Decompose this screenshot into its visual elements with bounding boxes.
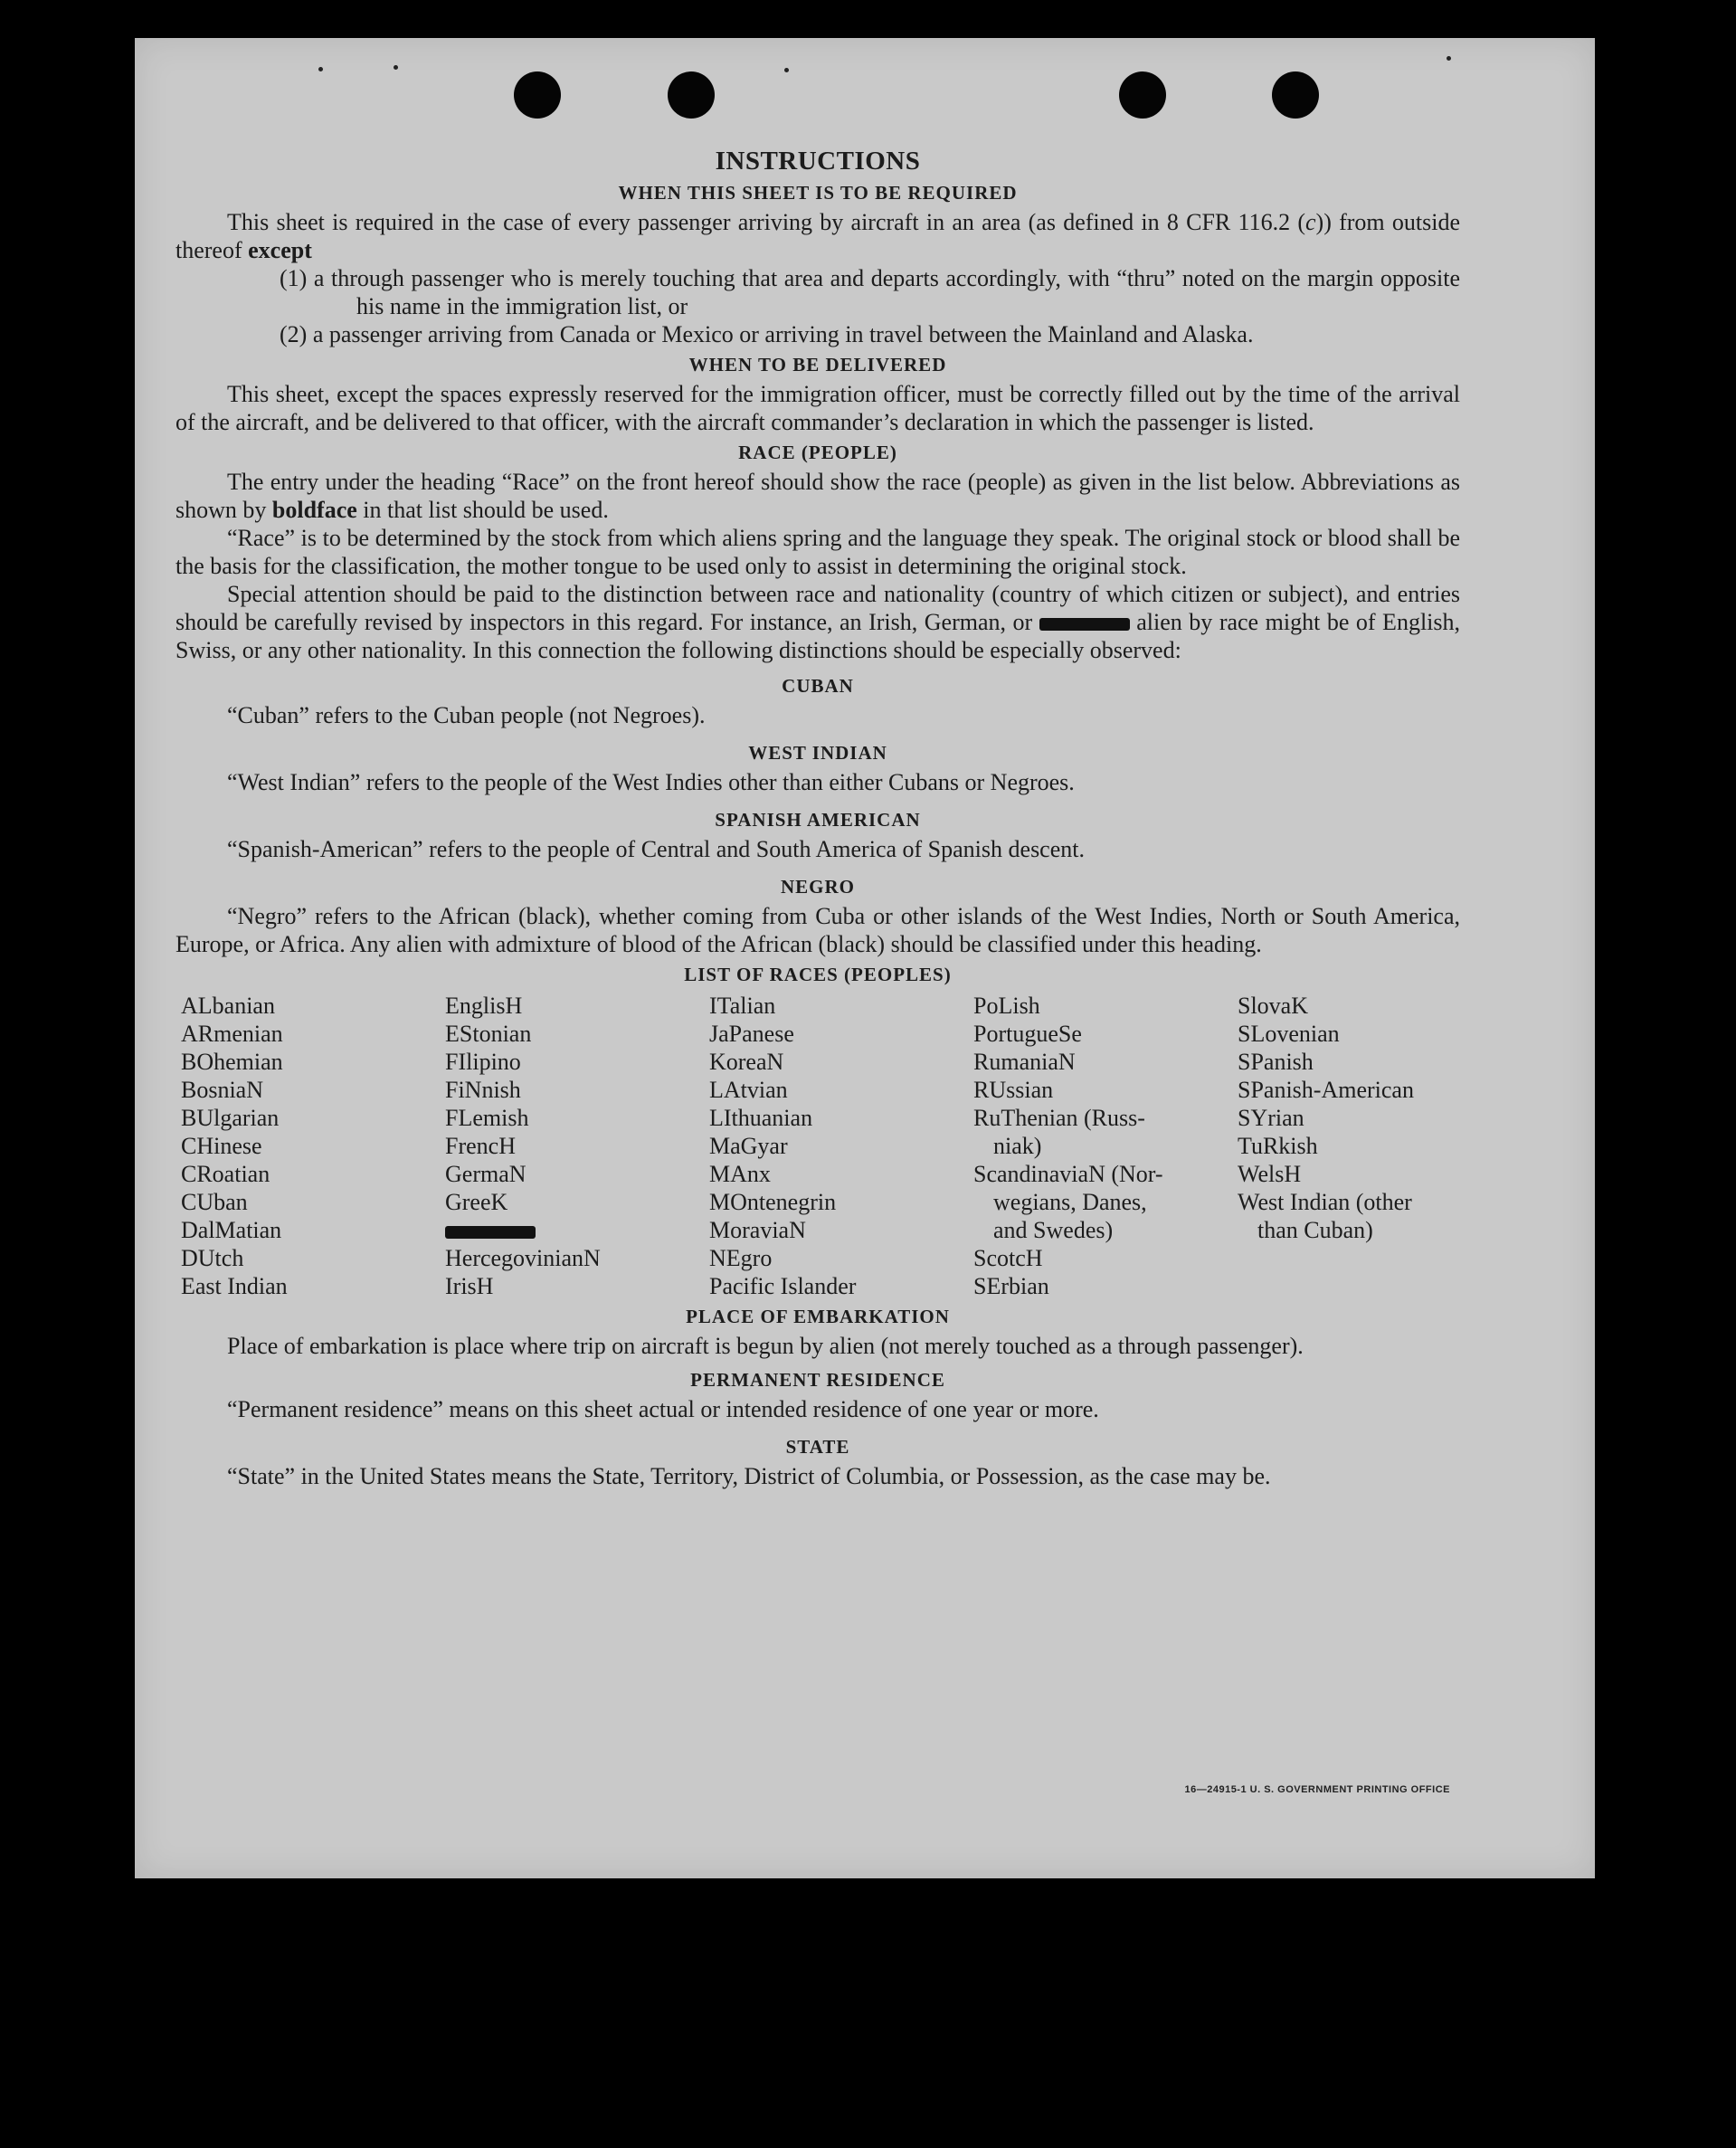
race-item: DalMatian: [181, 1217, 282, 1243]
race-item: SPanish-American: [1238, 1077, 1414, 1103]
race-item: CRoatian: [181, 1161, 270, 1187]
heading-embarkation: PLACE OF EMBARKATION: [686, 1306, 950, 1327]
race-item: RumaniaN: [973, 1049, 1076, 1075]
when-delivered-text: This sheet, except the spaces expressly reserved for the immigration officer, must be correctly filled out by the time of the arrival of the aircraft, and be delivered to that officer, with the aircraft commander’s declaration in which the passenger is listed.: [175, 381, 1460, 435]
heading-cuban: CUBAN: [782, 675, 854, 697]
race-column-3: [709, 992, 973, 1300]
race-item: SErbian: [973, 1273, 1049, 1299]
punch-hole: [514, 71, 561, 119]
race-item: SPanish: [1238, 1049, 1314, 1075]
race-item: ScandinaviaN (Nor-: [973, 1161, 1163, 1187]
race-item: CUban: [181, 1189, 248, 1215]
when-required-item-2: (2) a passenger arriving from Canada or Mexico or arriving in travel between the Mainland and Alaska.: [280, 321, 1254, 347]
race-item: West Indian (other: [1238, 1189, 1412, 1215]
race-item: MOntenegrin: [709, 1189, 837, 1215]
residence-text: “Permanent residence” means on this sheet actual or intended residence of one year or more.: [227, 1396, 1099, 1422]
negro-text: “Negro” refers to the African (black), whether coming from Cuba or other islands of the West Indies, North or South America, Europe, or Africa. Any alien with admixture of blood of the African (black) should be classified under this heading.: [175, 903, 1460, 957]
race-item: ALbanian: [181, 993, 275, 1019]
instructions-content: [175, 147, 1460, 1490]
race-item: IrisH: [445, 1273, 494, 1299]
speck: [1447, 56, 1451, 61]
punch-hole: [1119, 71, 1166, 119]
when-required-intro: This sheet is required in the case of every passenger arriving by aircraft in an area (as defined in 8 CFR 116.2 (c)) from outside thereof except: [175, 209, 1460, 263]
speck: [784, 68, 789, 72]
race-item: FIlipino: [445, 1049, 521, 1075]
race-item: PortugueSe: [973, 1021, 1082, 1047]
race-item: SLovenian: [1238, 1021, 1340, 1047]
race-item: NEgro: [709, 1245, 773, 1271]
heading-west-indian: WEST INDIAN: [748, 742, 887, 764]
race-item: ARmenian: [181, 1021, 283, 1047]
race-item: CHinese: [181, 1133, 262, 1159]
race-item: ITalian: [709, 993, 776, 1019]
heading-negro: NEGRO: [780, 876, 855, 898]
race-item: East Indian: [181, 1273, 288, 1299]
heading-race: RACE (PEOPLE): [738, 442, 897, 463]
race-item: GreeK: [445, 1189, 508, 1215]
race-item: MaGyar: [709, 1133, 788, 1159]
heading-when-required: WHEN THIS SHEET IS TO BE REQUIRED: [618, 182, 1018, 204]
race-column-5: [1238, 992, 1502, 1300]
heading-residence: PERMANENT RESIDENCE: [690, 1369, 945, 1391]
race-item: KoreaN: [709, 1049, 784, 1075]
state-text: “State” in the United States means the State, Territory, District of Columbia, or Possession, as the case may be.: [227, 1463, 1271, 1489]
race-item: BosniaN: [181, 1077, 263, 1103]
race-item: EnglisH: [445, 993, 523, 1019]
race-item-redacted: [445, 1216, 709, 1244]
race-item: FiNnish: [445, 1077, 521, 1103]
race-paragraph-1: The entry under the heading “Race” on the front hereof should show the race (people) as given in the list below. Abbreviations as shown by boldface in that list should be used.: [175, 469, 1460, 523]
race-item-continued: and Swedes): [993, 1217, 1114, 1243]
heading-spanish-american: SPANISH AMERICAN: [715, 809, 921, 831]
punch-hole: [668, 71, 715, 119]
race-item: TuRkish: [1238, 1133, 1318, 1159]
race-item: LIthuanian: [709, 1105, 813, 1131]
speck: [394, 65, 398, 70]
race-item: MAnx: [709, 1161, 771, 1187]
redaction-mark: [1039, 618, 1130, 631]
race-column-1: [181, 992, 445, 1300]
race-paragraph-2: “Race” is to be determined by the stock from which aliens spring and the language they speak. The original stock or blood shall be the basis for the classification, the mother tongue to be used only to assist in determining the original stock.: [175, 525, 1460, 579]
race-item: BOhemian: [181, 1049, 283, 1075]
punch-hole: [1272, 71, 1319, 119]
race-item: SYrian: [1238, 1105, 1304, 1131]
race-item: SlovaK: [1238, 993, 1308, 1019]
race-item: FrencH: [445, 1133, 516, 1159]
race-item: MoraviaN: [709, 1217, 806, 1243]
race-item: BUlgarian: [181, 1105, 280, 1131]
heading-when-delivered: WHEN TO BE DELIVERED: [688, 354, 947, 375]
embarkation-text: Place of embarkation is place where trip on aircraft is begun by alien (not merely touched as a through passenger).: [227, 1333, 1304, 1359]
race-item: LAtvian: [709, 1077, 788, 1103]
race-item: FLemish: [445, 1105, 529, 1131]
printing-office-code: 16—24915-1 U. S. GOVERNMENT PRINTING OFFICE: [1184, 1784, 1450, 1795]
west-indian-text: “West Indian” refers to the people of the West Indies other than either Cubans or Negroes.: [227, 769, 1075, 795]
race-item: PoLish: [973, 993, 1040, 1019]
speck: [318, 67, 323, 71]
page-title: INSTRUCTIONS: [715, 147, 921, 176]
race-item: JaPanese: [709, 1021, 794, 1047]
race-item: GermaN: [445, 1161, 526, 1187]
race-item: RUssian: [973, 1077, 1054, 1103]
race-paragraph-3: Special attention should be paid to the distinction between race and nationality (country of which citizen or subject), and entries should be carefully revised by inspectors in this regard. For instance, an Irish, German, or alien by race might be of English, Swiss, or any other nationality. In this connection the following distinctions should be especially observed:: [175, 581, 1461, 663]
race-item: WelsH: [1238, 1161, 1302, 1187]
race-item-continued: than Cuban): [1257, 1217, 1373, 1243]
heading-list-of-races: LIST OF RACES (PEOPLES): [684, 964, 952, 985]
document-page: [135, 38, 1595, 1878]
race-item: EStonian: [445, 1021, 532, 1047]
race-column-4: [973, 992, 1238, 1300]
race-item: DUtch: [181, 1245, 244, 1271]
when-required-item-1: (1) a through passenger who is merely touching that area and departs accordingly, with “thru” noted on the margin opposite his name in the immigration list, or: [280, 265, 1460, 319]
race-item: RuThenian (Russ-: [973, 1105, 1145, 1131]
race-list: [181, 992, 1460, 1300]
heading-state: STATE: [785, 1436, 850, 1458]
race-item: HercegovinianN: [445, 1245, 601, 1271]
race-item-continued: wegians, Danes,: [993, 1189, 1147, 1215]
cuban-text: “Cuban” refers to the Cuban people (not Negroes).: [227, 702, 706, 728]
race-item-continued: niak): [993, 1133, 1042, 1159]
redaction-mark: [445, 1226, 536, 1239]
spanish-american-text: “Spanish-American” refers to the people of Central and South America of Spanish descent.: [227, 836, 1085, 862]
race-item: Pacific Islander: [709, 1273, 857, 1299]
race-item: ScotcH: [973, 1245, 1043, 1271]
race-column-2: [445, 992, 709, 1300]
